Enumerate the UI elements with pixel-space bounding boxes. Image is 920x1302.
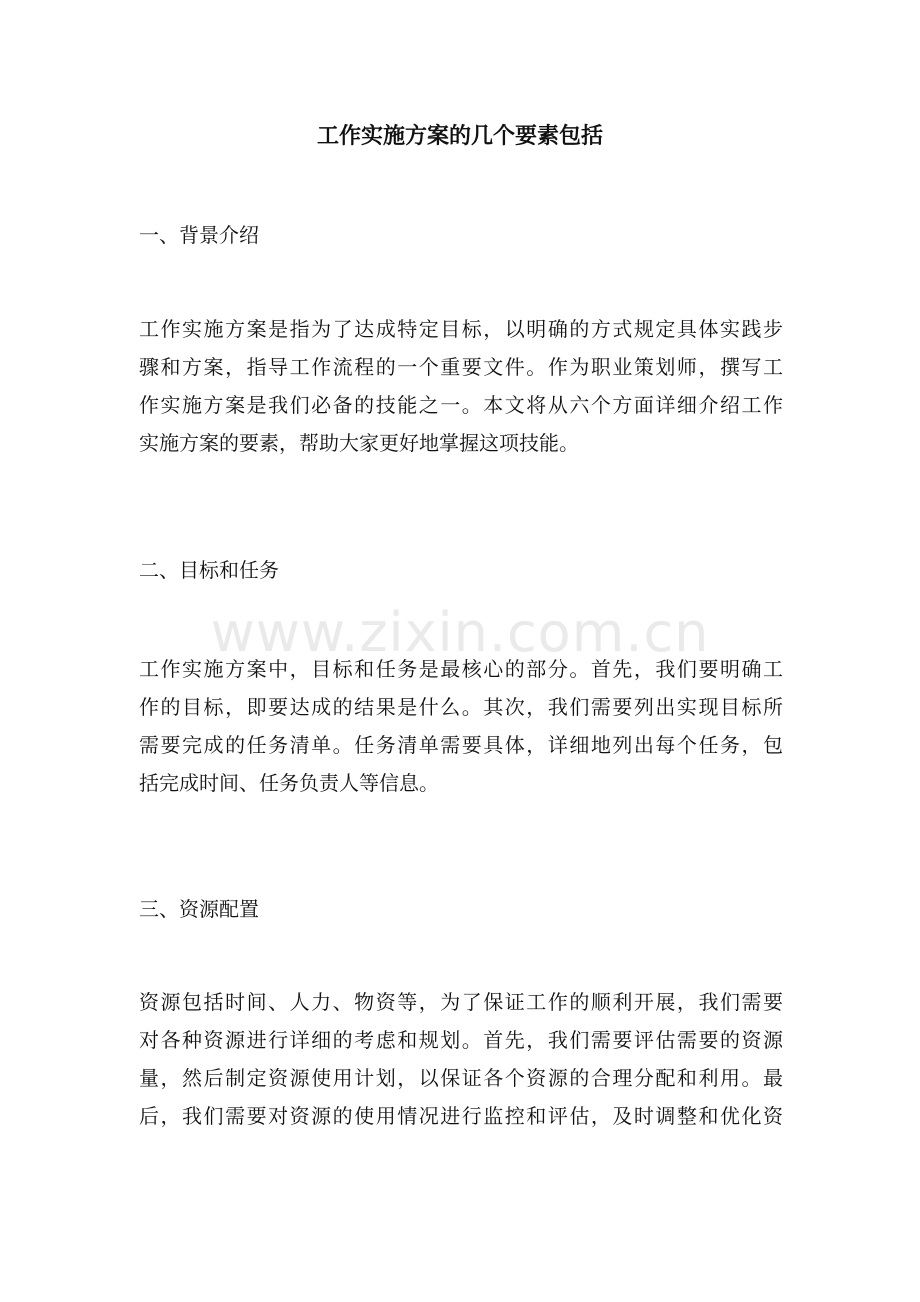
paragraph-line: 对各种资源进行详细的考虑和规划。首先，我们需要评估需要的资源 [139, 1028, 783, 1052]
paragraph-line: 需要完成的任务清单。任务清单需要具体，详细地列出每个任务，包 [139, 733, 783, 757]
section-paragraph-background [139, 310, 783, 462]
paragraph-line: 工作实施方案中，目标和任务是最核心的部分。首先，我们要明确工 [139, 657, 783, 681]
document-title: 工作实施方案的几个要素包括 [316, 123, 603, 149]
paragraph-line: 工作实施方案是指为了达成特定目标，以明确的方式规定具体实践步 [139, 317, 783, 341]
paragraph-line: 实施方案的要素，帮助大家更好地掌握这项技能。 [139, 431, 579, 455]
section-heading-resource-allocation: 三、资源配置 [139, 897, 259, 921]
paragraph-line: 作的目标，即要达成的结果是什么。其次，我们需要列出实现目标所 [139, 695, 783, 719]
section-heading-background: 一、背景介绍 [139, 223, 259, 247]
section-heading-goals-tasks: 二、目标和任务 [139, 558, 279, 582]
paragraph-line: 资源包括时间、人力、物资等，为了保证工作的顺利开展，我们需要 [139, 990, 783, 1014]
paragraph-line: 量，然后制定资源使用计划，以保证各个资源的合理分配和利用。最 [139, 1066, 783, 1090]
paragraph-line: 骤和方案，指导工作流程的一个重要文件。作为职业策划师，撰写工 [139, 355, 783, 379]
paragraph-line: 后，我们需要对资源的使用情况进行监控和评估，及时调整和优化资 [139, 1104, 783, 1128]
paragraph-line: 作实施方案是我们必备的技能之一。本文将从六个方面详细介绍工作 [139, 393, 783, 417]
section-paragraph-resource-allocation [139, 983, 783, 1135]
section-paragraph-goals-tasks [139, 650, 783, 802]
watermark: www.zixin.com.cn [210, 601, 710, 664]
paragraph-line: 括完成时间、任务负责人等信息。 [139, 771, 439, 795]
